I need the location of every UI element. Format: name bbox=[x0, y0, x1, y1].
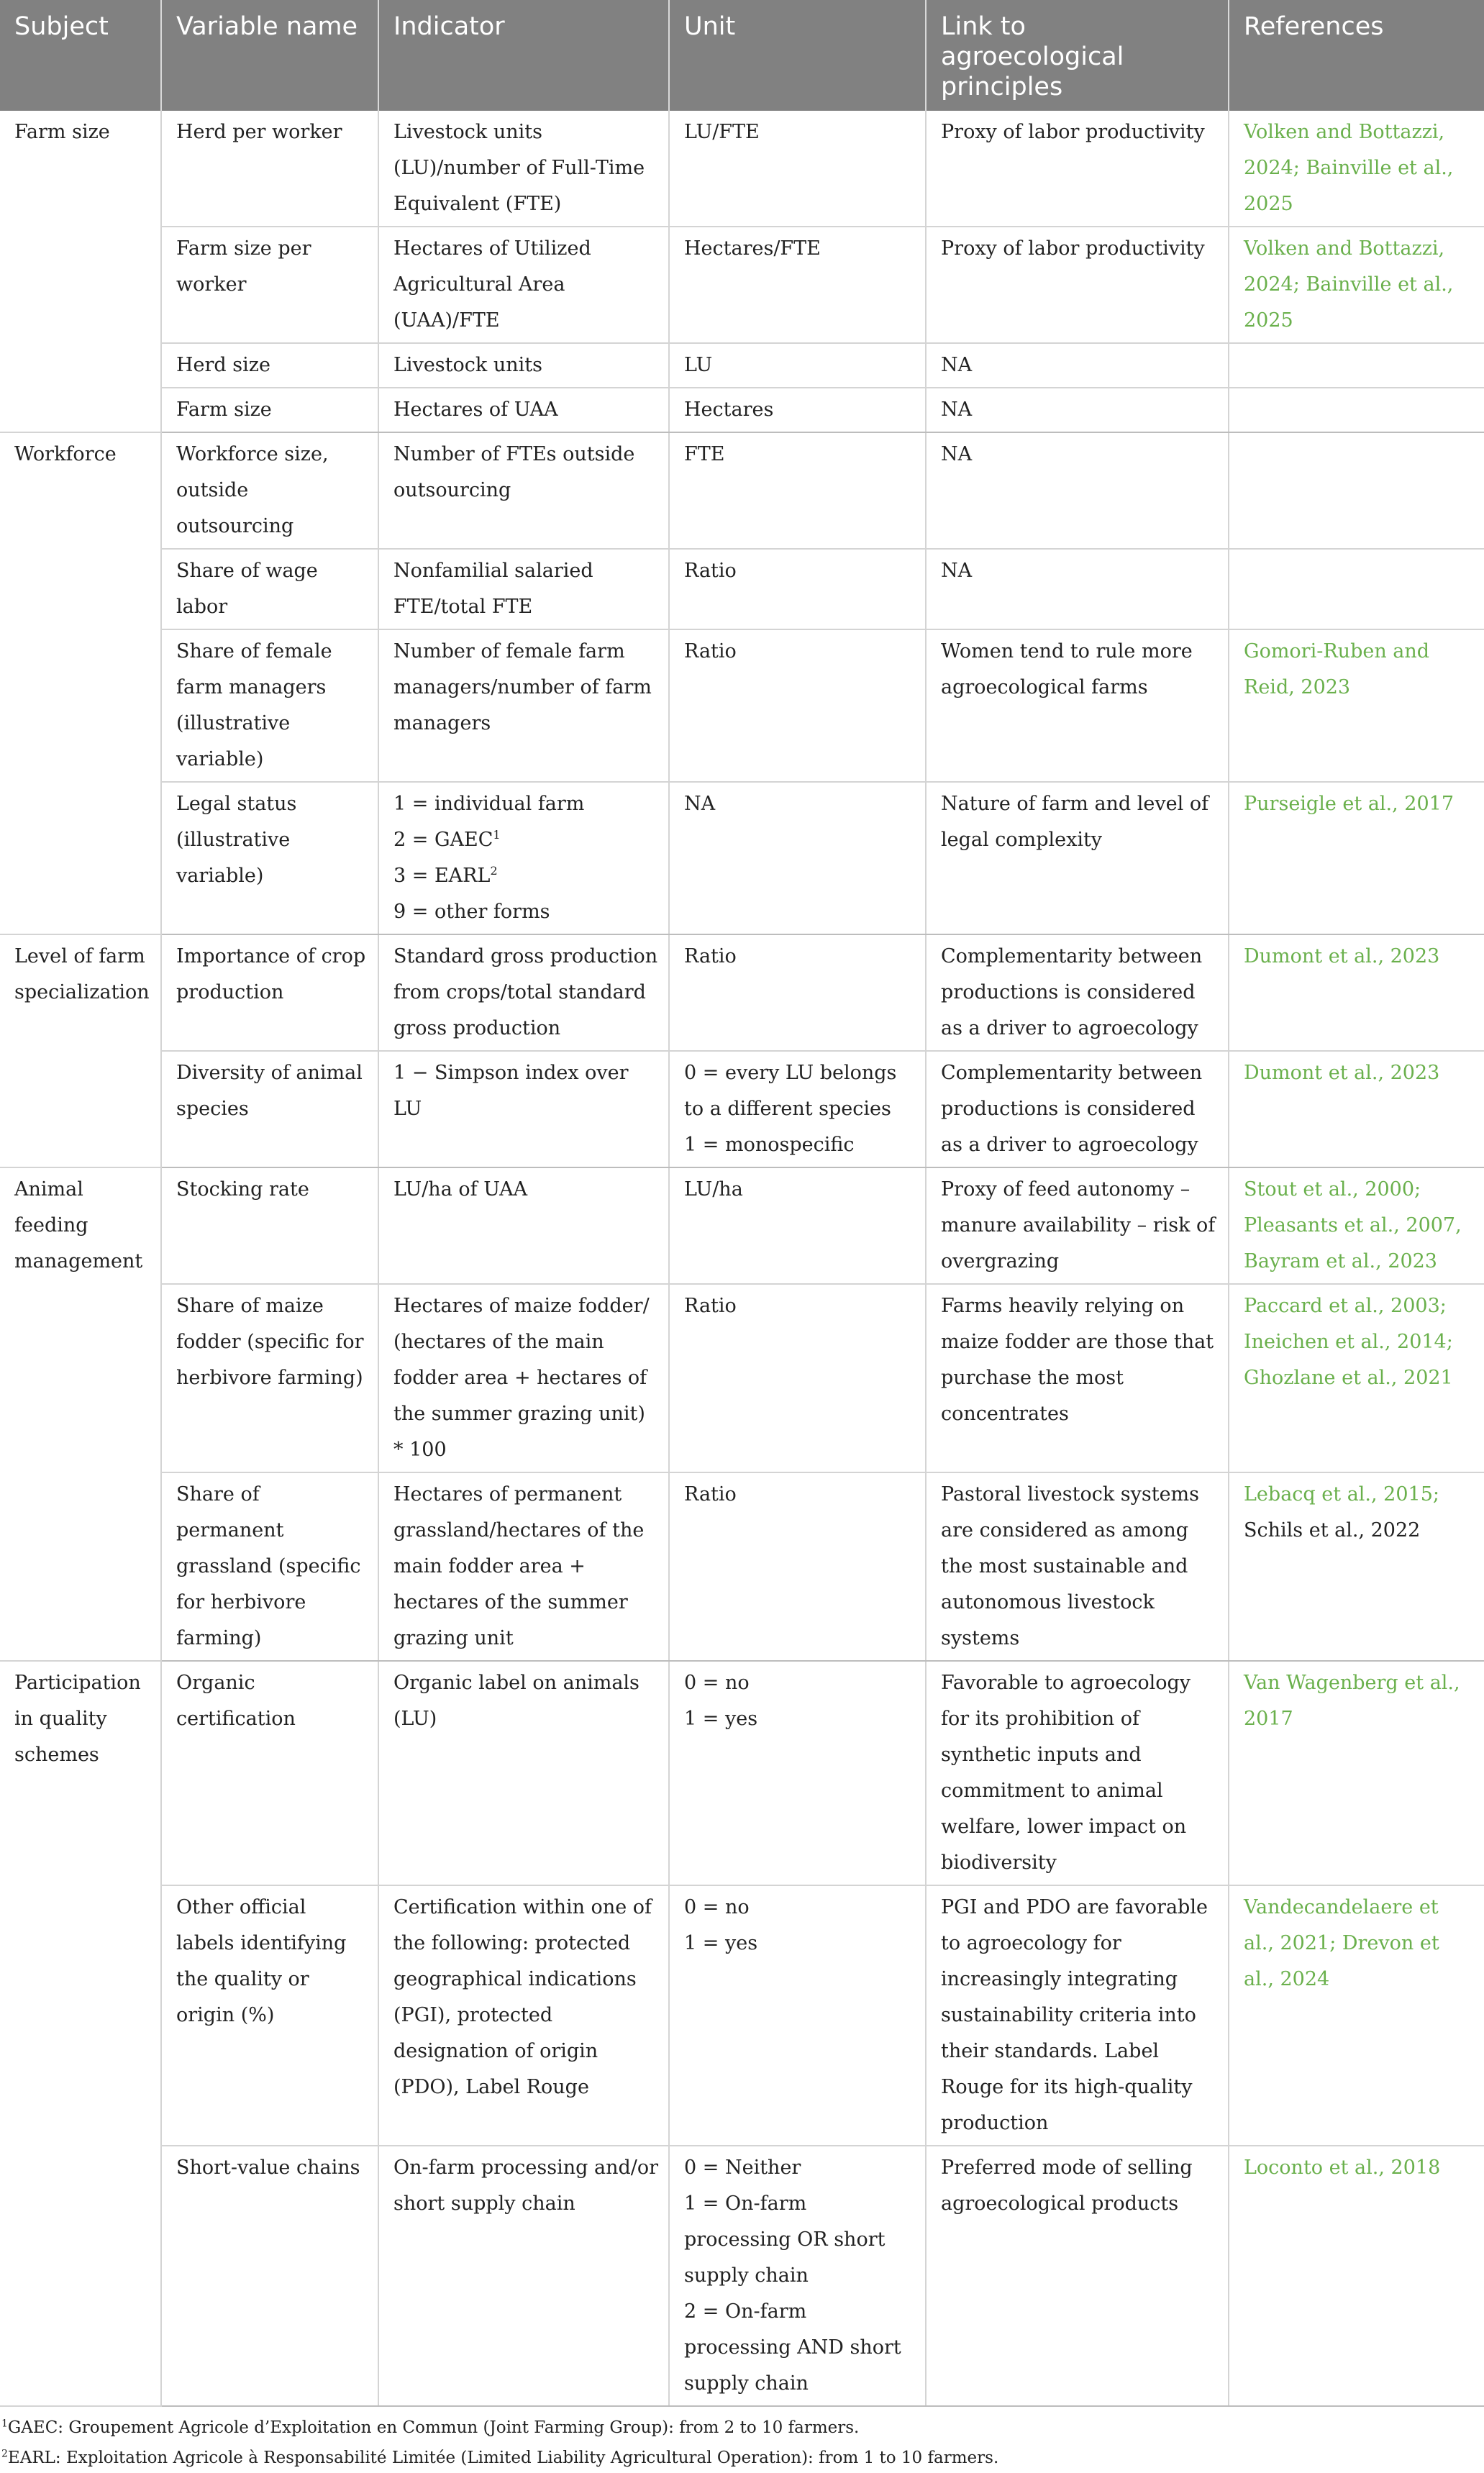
references-cell bbox=[1229, 2146, 1484, 2406]
unit-line: 1 = yes bbox=[684, 1932, 758, 1954]
unit-line: LU bbox=[684, 354, 713, 376]
table-row bbox=[0, 934, 1484, 1051]
reference-link[interactable]: Bayram et al., 2023 bbox=[1244, 1250, 1437, 1272]
variable-name-cell: Share of maize fodder (specific for herbivore farming) bbox=[161, 1284, 378, 1472]
unit-line: LU/ha bbox=[684, 1178, 743, 1201]
indicator-text: Number of FTEs outside outsourcing bbox=[393, 443, 635, 501]
indicator-line bbox=[393, 437, 658, 509]
references-cell bbox=[1229, 1167, 1484, 1284]
indicator-cell bbox=[378, 343, 669, 388]
indicator-line bbox=[393, 858, 658, 894]
subject-cell: Animal feeding management bbox=[0, 1167, 161, 1661]
unit-line: Ratio bbox=[684, 560, 737, 582]
unit-line: Ratio bbox=[684, 1483, 737, 1506]
variable-name-cell: Share of female farm managers (illustrative variable) bbox=[161, 629, 378, 782]
table-row bbox=[0, 1167, 1484, 1284]
reference-link[interactable]: Volken and Bottazzi, 2024; Bainville et al., 2025 bbox=[1244, 121, 1454, 215]
table-row bbox=[0, 432, 1484, 549]
subject-cell: Farm size bbox=[0, 111, 161, 432]
table-row bbox=[0, 2146, 1484, 2406]
reference-link[interactable]: Stout et al., 2000; Pleasants et al., 2007, bbox=[1244, 1178, 1462, 1236]
table-body bbox=[0, 111, 1484, 2406]
link-cell: Complementarity between productions is considered as a driver to agroecology bbox=[926, 1051, 1229, 1167]
unit-cell bbox=[669, 2146, 926, 2406]
unit-cell bbox=[669, 343, 926, 388]
table-row bbox=[0, 1284, 1484, 1472]
unit-line: 1 = monospecific bbox=[684, 1134, 855, 1156]
footnote bbox=[1, 2413, 1484, 2443]
indicator-line bbox=[393, 1288, 658, 1468]
table-row bbox=[0, 1472, 1484, 1661]
references-cell bbox=[1229, 934, 1484, 1051]
indicator-text: Hectares of permanent grassland/hectares of the main fodder area + hectares of the summer grazing unit bbox=[393, 1483, 645, 1649]
header-references: References bbox=[1229, 0, 1484, 111]
indicator-text: Nonfamilial salaried FTE/total FTE bbox=[393, 560, 593, 618]
unit-line: 0 = no bbox=[684, 1672, 750, 1694]
indicator-cell bbox=[378, 1661, 669, 1885]
indicator-text: 1 − Simpson index over LU bbox=[393, 1062, 629, 1120]
unit-cell bbox=[669, 549, 926, 629]
header-unit: Unit bbox=[669, 0, 926, 111]
indicator-line bbox=[393, 114, 658, 222]
indicator-cell bbox=[378, 549, 669, 629]
indicator-cell bbox=[378, 934, 669, 1051]
footnote-mark: 1 bbox=[1, 2418, 8, 2430]
indicator-cell bbox=[378, 432, 669, 549]
indicator-text: On-farm processing and/or short supply chain bbox=[393, 2157, 659, 2215]
variable-name-cell: Share of permanent grassland (specific for herbivore farming) bbox=[161, 1472, 378, 1661]
indicator-text: LU/ha of UAA bbox=[393, 1178, 528, 1201]
unit-cell bbox=[669, 432, 926, 549]
reference-link[interactable]: Gomori-Ruben and Reid, 2023 bbox=[1244, 640, 1430, 698]
unit-line: 1 = yes bbox=[684, 1708, 758, 1730]
link-cell: NA bbox=[926, 388, 1229, 432]
variable-name-cell: Importance of crop production bbox=[161, 934, 378, 1051]
indicator-line bbox=[393, 939, 658, 1047]
unit-cell bbox=[669, 1661, 926, 1885]
indicator-line bbox=[393, 392, 658, 428]
reference-link[interactable]: Loconto et al., 2018 bbox=[1244, 2157, 1441, 2179]
table-row bbox=[0, 549, 1484, 629]
table-row bbox=[0, 111, 1484, 227]
unit-cell bbox=[669, 388, 926, 432]
indicator-cell bbox=[378, 1284, 669, 1472]
references-cell bbox=[1229, 1284, 1484, 1472]
indicator-text: Hectares of maize fodder/ (hectares of the main fodder area + hectares of the summer grazing unit) * 100 bbox=[393, 1295, 650, 1461]
variable-name-cell: Stocking rate bbox=[161, 1167, 378, 1284]
unit-line: 0 = no bbox=[684, 1896, 750, 1918]
references-cell bbox=[1229, 1661, 1484, 1885]
references-cell bbox=[1229, 432, 1484, 549]
indicator-text: Number of female farm managers/number of farm managers bbox=[393, 640, 652, 734]
table-row bbox=[0, 782, 1484, 934]
reference-link[interactable]: Dumont et al., 2023 bbox=[1244, 945, 1440, 967]
indicator-line bbox=[393, 1665, 658, 1737]
link-cell: Farms heavily relying on maize fodder are those that purchase the most concentrates bbox=[926, 1284, 1229, 1472]
link-cell: Nature of farm and level of legal complexity bbox=[926, 782, 1229, 934]
indicator-cell bbox=[378, 1472, 669, 1661]
unit-cell bbox=[669, 1472, 926, 1661]
indicator-text: Livestock units bbox=[393, 354, 542, 376]
indicator-line bbox=[393, 1172, 658, 1208]
indicator-line bbox=[393, 1477, 658, 1657]
variable-name-cell: Diversity of animal species bbox=[161, 1051, 378, 1167]
references-cell bbox=[1229, 1472, 1484, 1661]
link-cell: Proxy of labor productivity bbox=[926, 111, 1229, 227]
indicator-line bbox=[393, 1890, 658, 2105]
indicator-text: 9 = other forms bbox=[393, 901, 550, 923]
reference-link[interactable]: Paccard et al., 2003; Ineichen et al., 2014; Ghozlane et al., 2021 bbox=[1244, 1295, 1453, 1389]
footnote-mark: 1 bbox=[493, 828, 501, 842]
indicator-cell bbox=[378, 111, 669, 227]
reference-link[interactable]: Dumont et al., 2023 bbox=[1244, 1062, 1440, 1084]
references-cell bbox=[1229, 549, 1484, 629]
references-cell bbox=[1229, 111, 1484, 227]
indicator-text: 3 = EARL bbox=[393, 865, 491, 887]
link-cell: Favorable to agroecology for its prohibition of synthetic inputs and commitment to animal welfare, lower impact on biodiversity bbox=[926, 1661, 1229, 1885]
table-row bbox=[0, 1661, 1484, 1885]
table-row bbox=[0, 227, 1484, 343]
indicator-cell bbox=[378, 782, 669, 934]
reference-link[interactable]: Vandecandelaere et al., 2021; Drevon et al., 2024 bbox=[1244, 1896, 1439, 1990]
references-cell bbox=[1229, 227, 1484, 343]
link-cell: PGI and PDO are favorable to agroecology for increasingly integrating sustainability criteria into their standards. Label Rouge for its high-quality production bbox=[926, 1885, 1229, 2146]
table-row bbox=[0, 388, 1484, 432]
unit-cell bbox=[669, 934, 926, 1051]
references-cell bbox=[1229, 1885, 1484, 2146]
unit-line: Ratio bbox=[684, 945, 737, 967]
unit-line: Hectares bbox=[684, 398, 774, 421]
unit-line: 2 = On-farm processing AND short supply chain bbox=[684, 2300, 901, 2395]
indicator-text: 1 = individual farm bbox=[393, 793, 585, 815]
indicator-text: Certification within one of the following: protected geographical indications (PGI), protected designation of origin (PDO), Label Rouge bbox=[393, 1896, 652, 2098]
indicator-line bbox=[393, 2150, 658, 2222]
unit-cell bbox=[669, 1167, 926, 1284]
reference-link[interactable]: Van Wagenberg et al., 2017 bbox=[1244, 1672, 1460, 1730]
indicator-line bbox=[393, 786, 658, 822]
link-cell: NA bbox=[926, 432, 1229, 549]
link-cell: Pastoral livestock systems are considered as among the most sustainable and autonomous livestock systems bbox=[926, 1472, 1229, 1661]
link-cell: Complementarity between productions is considered as a driver to agroecology bbox=[926, 934, 1229, 1051]
link-cell: Preferred mode of selling agroecological products bbox=[926, 2146, 1229, 2406]
variable-name-cell: Farm size per worker bbox=[161, 227, 378, 343]
footnote bbox=[1, 2443, 1484, 2473]
indicator-text: Organic label on animals (LU) bbox=[393, 1672, 639, 1730]
indicator-line bbox=[393, 1055, 658, 1127]
indicator-line bbox=[393, 347, 658, 383]
references-cell bbox=[1229, 782, 1484, 934]
references-cell bbox=[1229, 388, 1484, 432]
header-row bbox=[0, 0, 1484, 111]
unit-cell bbox=[669, 629, 926, 782]
references-cell bbox=[1229, 629, 1484, 782]
unit-line: LU/FTE bbox=[684, 121, 760, 143]
variable-name-cell: Share of wage labor bbox=[161, 549, 378, 629]
footnotes bbox=[0, 2407, 1484, 2473]
variable-name-cell: Legal status (illustrative variable) bbox=[161, 782, 378, 934]
footnote-mark: 2 bbox=[490, 864, 498, 878]
references-cell bbox=[1229, 1051, 1484, 1167]
indicator-text: Standard gross production from crops/total standard gross production bbox=[393, 945, 658, 1039]
link-cell: Proxy of feed autonomy – manure availability – risk of overgrazing bbox=[926, 1167, 1229, 1284]
indicator-text: Livestock units (LU)/number of Full-Time Equivalent (FTE) bbox=[393, 121, 645, 215]
unit-line: Ratio bbox=[684, 1295, 737, 1317]
references-cell bbox=[1229, 343, 1484, 388]
variable-name-cell: Other official labels identifying the quality or origin (%) bbox=[161, 1885, 378, 2146]
unit-line: Hectares/FTE bbox=[684, 237, 821, 260]
reference-link[interactable]: Lebacq et al., 2015; bbox=[1244, 1483, 1439, 1506]
unit-line: Ratio bbox=[684, 640, 737, 662]
variable-name-cell: Workforce size, outside outsourcing bbox=[161, 432, 378, 549]
reference-link: Schils et al., 2022 bbox=[1244, 1519, 1421, 1541]
indicator-cell bbox=[378, 1885, 669, 2146]
indicator-cell bbox=[378, 388, 669, 432]
indicator-text: Hectares of UAA bbox=[393, 398, 558, 421]
table-row bbox=[0, 343, 1484, 388]
indicator-cell bbox=[378, 629, 669, 782]
indicator-text: Hectares of Utilized Agricultural Area (UAA)/FTE bbox=[393, 237, 591, 332]
unit-cell bbox=[669, 1284, 926, 1472]
header-variable-name: Variable name bbox=[161, 0, 378, 111]
indicator-cell bbox=[378, 227, 669, 343]
indicator-cell bbox=[378, 2146, 669, 2406]
unit-line: 0 = every LU belongs to a different species bbox=[684, 1062, 897, 1120]
variable-name-cell: Herd per worker bbox=[161, 111, 378, 227]
indicator-line bbox=[393, 231, 658, 339]
indicator-line bbox=[393, 822, 658, 858]
subject-cell: Level of farm specialization bbox=[0, 934, 161, 1167]
table-row bbox=[0, 1885, 1484, 2146]
indicator-cell bbox=[378, 1051, 669, 1167]
unit-cell bbox=[669, 227, 926, 343]
reference-link[interactable]: Purseigle et al., 2017 bbox=[1244, 793, 1455, 815]
subject-cell: Workforce bbox=[0, 432, 161, 934]
unit-line: NA bbox=[684, 793, 716, 815]
unit-line: 0 = Neither bbox=[684, 2157, 801, 2179]
unit-cell bbox=[669, 782, 926, 934]
footnote-mark: 2 bbox=[1, 2448, 8, 2460]
unit-cell bbox=[669, 111, 926, 227]
reference-link[interactable]: Volken and Bottazzi, 2024; Bainville et al., 2025 bbox=[1244, 237, 1454, 332]
link-cell: Proxy of labor productivity bbox=[926, 227, 1229, 343]
unit-cell bbox=[669, 1051, 926, 1167]
indicator-line bbox=[393, 894, 658, 930]
header-link: Link to agroecological principles bbox=[926, 0, 1229, 111]
link-cell: Women tend to rule more agroecological farms bbox=[926, 629, 1229, 782]
indicator-line bbox=[393, 634, 658, 742]
subject-cell: Participation in quality schemes bbox=[0, 1661, 161, 2406]
header-subject: Subject bbox=[0, 0, 161, 111]
indicator-line bbox=[393, 553, 658, 625]
link-cell: NA bbox=[926, 549, 1229, 629]
table-row bbox=[0, 1051, 1484, 1167]
indicator-text: 2 = GAEC bbox=[393, 829, 493, 851]
link-cell: NA bbox=[926, 343, 1229, 388]
footnote-text: GAEC: Groupement Agricole d’Exploitation en Commun (Joint Farming Group): from 2 to 10 farmers. bbox=[7, 2418, 860, 2437]
footnote-text: EARL: Exploitation Agricole à Responsabilité Limitée (Limited Liability Agricultural Operation): from 1 to 10 farmers. bbox=[7, 2449, 999, 2467]
variable-name-cell: Organic certification bbox=[161, 1661, 378, 1885]
variable-name-cell: Short-value chains bbox=[161, 2146, 378, 2406]
variable-name-cell: Farm size bbox=[161, 388, 378, 432]
header-indicator: Indicator bbox=[378, 0, 669, 111]
table-row bbox=[0, 629, 1484, 782]
indicator-cell bbox=[378, 1167, 669, 1284]
unit-line: 1 = On-farm processing OR short supply chain bbox=[684, 2192, 886, 2287]
variable-name-cell: Herd size bbox=[161, 343, 378, 388]
unit-cell bbox=[669, 1885, 926, 2146]
unit-line: FTE bbox=[684, 443, 725, 465]
